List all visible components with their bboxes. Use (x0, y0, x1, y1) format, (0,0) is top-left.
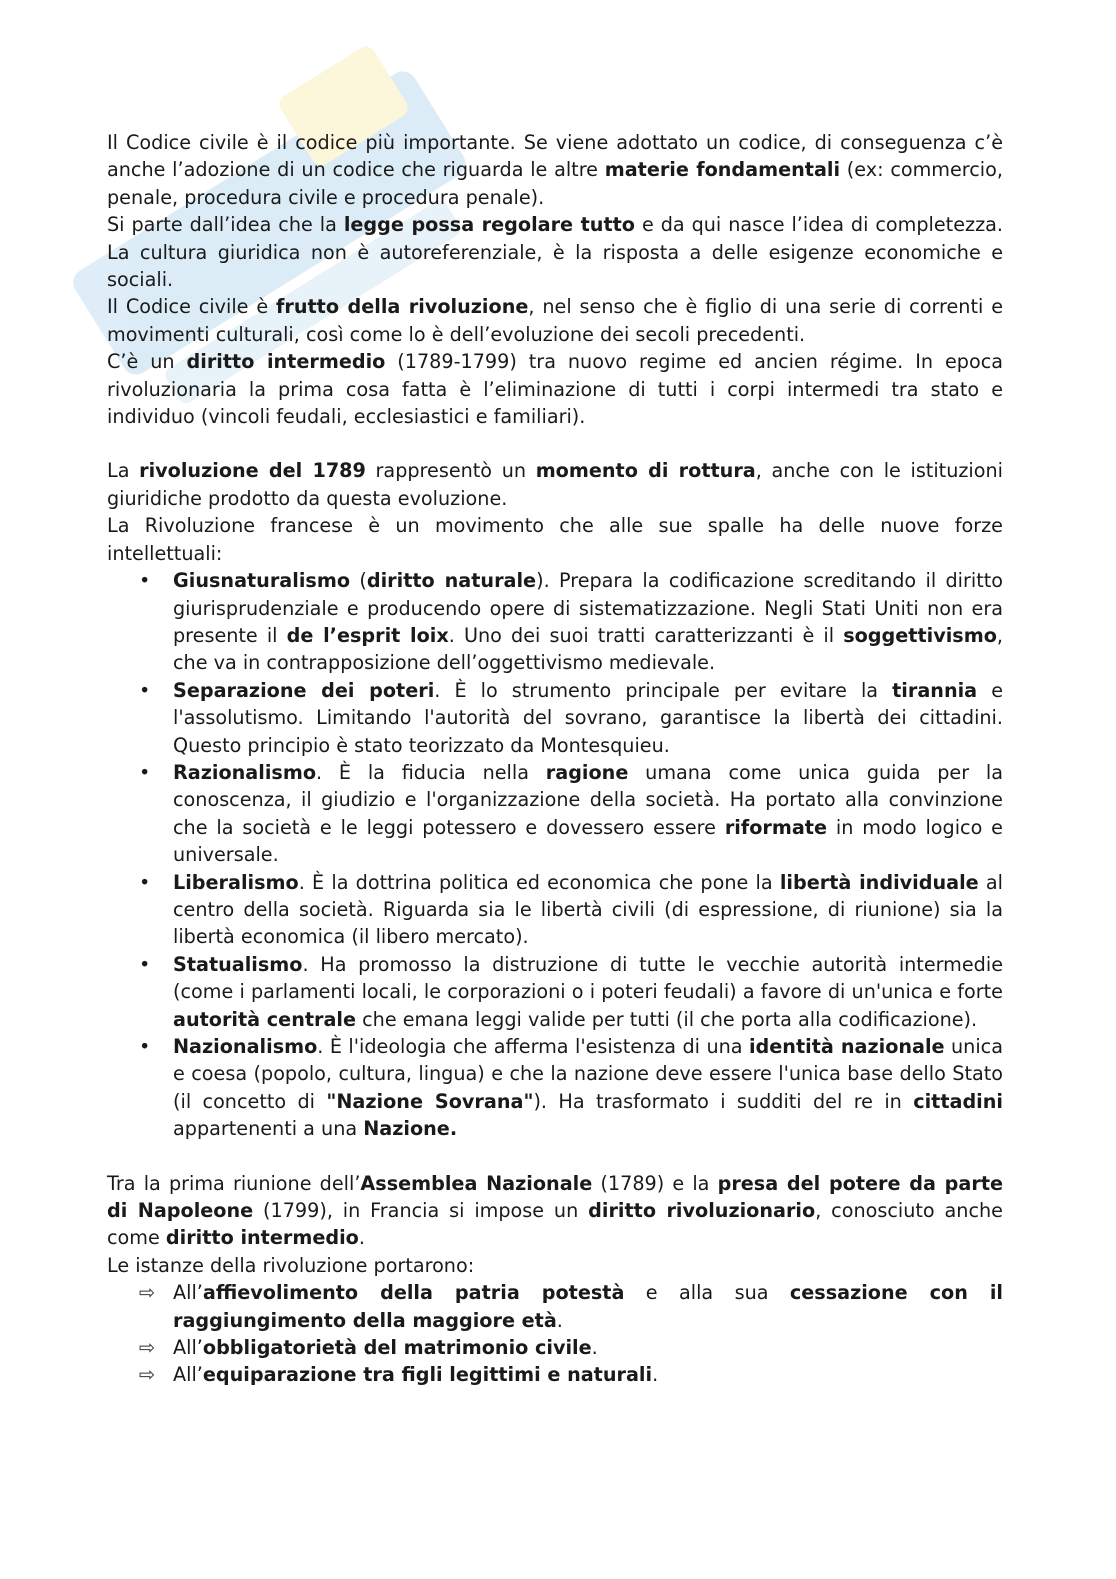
text-run: . È lo strumento principale per evitare la (434, 678, 893, 702)
document-body (107, 129, 1003, 1389)
intermediate-law-section (107, 1170, 1003, 1280)
bold-term: Giusnaturalismo (173, 569, 351, 593)
text-run: All’ (173, 1336, 203, 1360)
bold-term: Razionalismo (173, 760, 317, 784)
text-run: ). Ha trasformato i sudditi del re in (533, 1089, 914, 1113)
text-run: che emana leggi valide per tutti (il che porta alla codificazione). (356, 1007, 978, 1031)
bullets-item-3 (107, 869, 1003, 951)
paragraph-gap (107, 1143, 1003, 1170)
bold-term: cittadini (913, 1089, 1003, 1113)
text-run: e da qui nasce l’idea di completezza. La cultura giuridica non è autoreferenziale, è la risposta a delle esigenze economiche e sociali. (107, 213, 1003, 292)
paragraphs_1-paragraph-1 (107, 211, 1003, 293)
bold-term: momento di rottura (535, 459, 756, 483)
paragraphs_3-paragraph-1 (107, 1252, 1003, 1279)
arrow-icon: ⇨ (139, 1363, 156, 1387)
text-run: . (652, 1363, 659, 1387)
bullet-icon: • (139, 952, 151, 976)
bold-term: cessazione con il raggiungimento della maggiore età (173, 1281, 1003, 1332)
bold-term: frutto della rivoluzione (276, 295, 529, 319)
text-run: Il Codice civile è (107, 295, 277, 319)
text-run: Tra la prima riunione dell’ (107, 1171, 361, 1195)
bullets-item-2 (107, 759, 1003, 869)
text-run: (ex: commercio, penale, procedura civile e procedura penale). (107, 158, 1003, 209)
bold-term: "Nazione Sovrana" (326, 1089, 534, 1113)
bold-term: Nazione. (363, 1117, 458, 1141)
bold-term: Liberalismo (173, 870, 299, 894)
arrows-item-1 (107, 1334, 1003, 1361)
text-run: (1799), in Francia si impose un (253, 1199, 589, 1223)
paragraphs_2-paragraph-0 (107, 457, 1003, 512)
text-run: Le istanze della rivoluzione portarono: (107, 1253, 475, 1277)
bold-term: rivoluzione del 1789 (139, 459, 366, 483)
arrow-icon: ⇨ (139, 1336, 156, 1360)
bold-term: diritto naturale (366, 569, 537, 593)
revolution-section (107, 457, 1003, 567)
bold-term: presa del potere da parte di Napoleone (107, 1171, 1004, 1223)
paragraph-gap (107, 430, 1003, 457)
bullet-icon: • (139, 678, 151, 702)
text-run: , anche con le istituzioni giuridiche prodotto da questa evoluzione. (107, 459, 1003, 510)
bold-term: Statualismo (173, 952, 303, 976)
text-run: rappresentò un (365, 459, 536, 483)
intro-section (107, 129, 1003, 430)
intellectual-forces-list (107, 567, 1003, 1143)
text-run: e l'assolutismo. Limitando l'autorità del sovrano, garantisce la libertà dei cittadini. Questo principio è stato teorizzato da Montesquieu. (173, 678, 1004, 757)
bold-term: identità nazionale (748, 1035, 945, 1058)
paragraphs_1-paragraph-0 (107, 129, 1003, 211)
paragraphs_1-paragraph-3 (107, 348, 1003, 430)
bullet-icon: • (139, 870, 151, 894)
bold-term: Nazionalismo (173, 1035, 318, 1058)
text-run: e alla sua (624, 1281, 790, 1305)
bold-term: diritto intermedio (165, 1226, 359, 1250)
text-run: appartenenti a una (173, 1117, 364, 1141)
text-run: All’ (173, 1281, 203, 1305)
text-run: umana come unica guida per la conoscenza, il giudizio e l'organizzazione della società. Ha portato alla convinzione che la società e le leggi potessero e dovessero essere (173, 760, 1003, 839)
text-run: La (107, 459, 140, 483)
bold-term: Separazione dei poteri (173, 678, 435, 702)
bold-term: libertà individuale (779, 870, 979, 894)
bold-term: legge possa regolare tutto (343, 213, 635, 237)
bullet-icon: • (139, 1035, 151, 1058)
paragraphs_3-paragraph-0 (107, 1170, 1003, 1252)
text-run: . (556, 1308, 563, 1332)
text-run: , nel senso che è figlio di una serie di correnti e movimenti culturali, così come lo è dell’evoluzione dei secoli precedenti. (107, 295, 1003, 346)
text-run: C’è un (107, 350, 187, 374)
bold-term: affievolimento della patria potestà (202, 1281, 625, 1305)
bullets-item-1 (107, 677, 1003, 759)
bold-term: soggettivismo (843, 623, 997, 647)
text-run: (1789) e la (592, 1171, 718, 1195)
text-run: . È la dottrina politica ed economica che pone la (298, 870, 780, 894)
text-run: . Ha promosso la distruzione di tutte le vecchie autorità intermedie (come i parlamenti locali, le corporazioni o i poteri feudali) a favore di un'unica e forte (173, 952, 1003, 1004)
bold-term: de l’esprit loix (286, 623, 449, 647)
arrows-item-2 (107, 1361, 1003, 1388)
paragraphs_1-paragraph-2 (107, 293, 1003, 348)
bold-term: tirannia (892, 678, 978, 702)
arrow-icon: ⇨ (139, 1281, 156, 1305)
bold-term: materie fondamentali (604, 158, 841, 182)
bold-term: diritto intermedio (186, 350, 386, 374)
text-run: All’ (173, 1363, 203, 1387)
text-run: , conosciuto anche come (107, 1199, 1003, 1250)
text-run: ( (350, 569, 367, 593)
text-run: al centro della società. Riguarda sia le libertà civili (di espressione, di riunione) sia la libertà economica (il libero mercato). (173, 870, 1003, 949)
bold-term: autorità centrale (173, 1007, 357, 1031)
text-run: unica e coesa (popolo, cultura, lingua) e che la nazione deve essere l'unica base dello Stato (il concetto di (173, 1035, 1003, 1113)
bullet-icon: • (139, 569, 151, 593)
text-run: in modo logico e universale. (173, 815, 1003, 867)
bold-term: ragione (545, 760, 629, 784)
arrows-item-0 (107, 1279, 1003, 1334)
paragraphs_2-paragraph-1 (107, 512, 1003, 567)
text-run: (1789-1799) tra nuovo regime ed ancien régime. In epoca rivoluzionaria la prima cosa fatta è l’eliminazione di tutti i corpi intermedi tra stato e individuo (vincoli feudali, ecclesiastici e familiari). (107, 350, 1003, 429)
bold-term: Assemblea Nazionale (360, 1171, 593, 1195)
bold-term: diritto rivoluzionario (588, 1199, 816, 1223)
bullets-item-4 (107, 951, 1003, 1033)
text-run: , che va in contrapposizione dell’oggettivismo medievale. (173, 623, 1003, 675)
revolution-outcomes-list (107, 1279, 1003, 1389)
text-run: Si parte dall’idea che la (107, 213, 344, 237)
text-run: . Uno dei suoi tratti caratterizzanti è il (448, 623, 844, 647)
bold-term: riformate (724, 815, 827, 839)
text-run: . (358, 1226, 365, 1250)
bullets-item-5 (107, 1033, 1003, 1143)
text-run: . È l'ideologia che afferma l'esistenza di una (317, 1035, 749, 1058)
text-run: La Rivoluzione francese è un movimento che alle sue spalle ha delle nuove forze intellettuali: (107, 514, 1003, 565)
bullets-item-0 (107, 567, 1003, 677)
bold-term: equiparazione tra figli legittimi e naturali (202, 1363, 653, 1387)
text-run: . (591, 1336, 598, 1360)
text-run: Il Codice civile è il codice più importante. Se viene adottato un codice, di conseguenza c’è anche l’adozione di un codice che riguarda le altre (107, 131, 1003, 182)
text-run: . È la fiducia nella (316, 760, 546, 784)
bold-term: obbligatorietà del matrimonio civile (202, 1336, 592, 1360)
bullet-icon: • (139, 760, 151, 784)
text-run: ). Prepara la codificazione screditando il diritto giurisprudenziale e producendo opere di sistematizzazione. Negli Stati Uniti non era presente il (173, 569, 1003, 647)
